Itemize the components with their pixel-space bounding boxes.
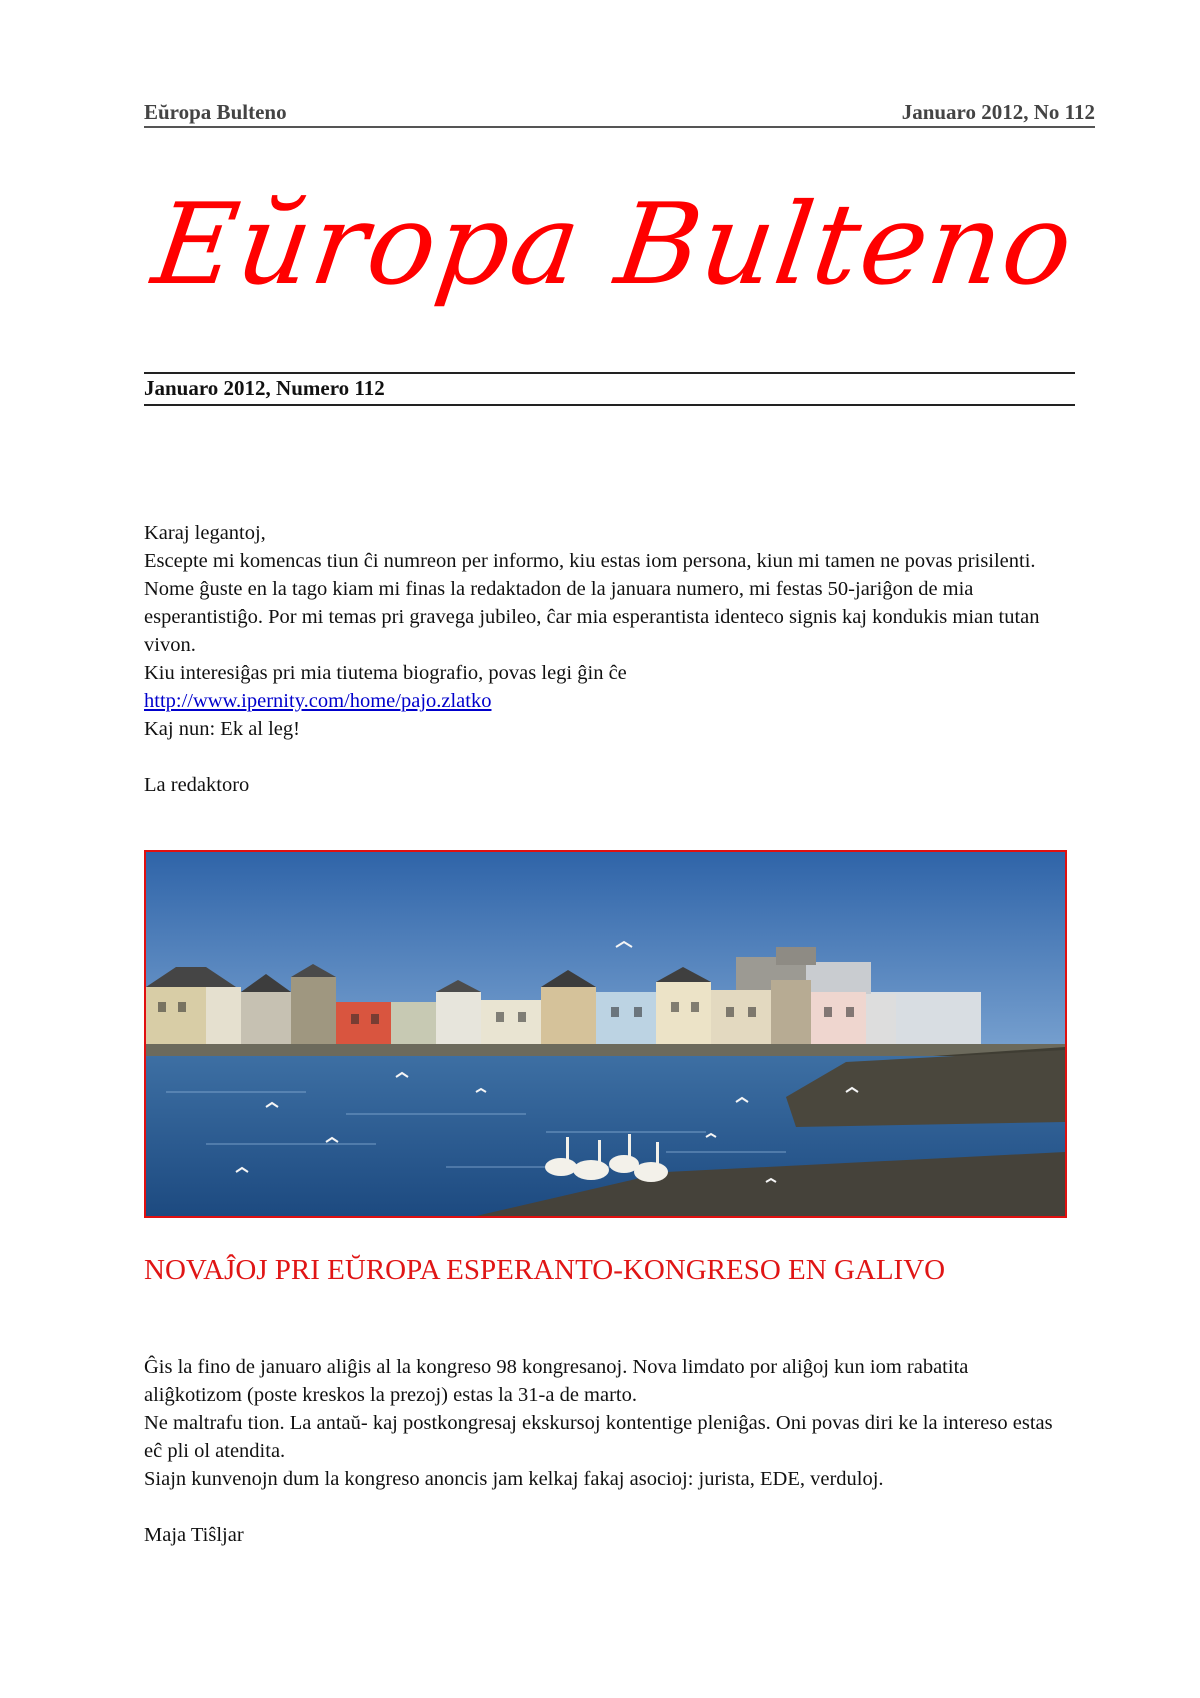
editorial-signature: La redaktoro bbox=[144, 774, 250, 796]
editorial-body: Escepte mi komencas tiun ĉi numreon per informo, kiu estas iom persona, kiun mi tamen ne povas prisilenti. Nome ĝuste en la tago kiam mi finas la redaktadon de la januara numero, mi festas 50-jariĝon de mia esperantistiĝo. Por mi temas pri gravega jubileo, ĉar mia esperantista identeco signis kaj kondukis mian tutan vivon. bbox=[144, 550, 1040, 656]
harbor-photo-illustration bbox=[146, 852, 1065, 1216]
article-paragraph: Siajn kunvenojn dum la kongreso anoncis jam kelkaj fakaj asocioj: jurista, EDE, verduloj. bbox=[144, 1468, 884, 1490]
header-publication-name: Eŭropa Bulteno bbox=[144, 100, 287, 124]
masthead-title: Eŭropa Bulteno bbox=[145, 180, 1083, 310]
article-paragraph: Ne maltrafu tion. La antaŭ- kaj postkongresaj ekskursoj kontentige pleniĝas. Oni povas diri ke la intereso estas eĉ pli ol atendita. bbox=[144, 1412, 1053, 1462]
editorial-greeting: Karaj legantoj, bbox=[144, 522, 266, 544]
header-issue-info: Januaro 2012, No 112 bbox=[901, 100, 1095, 124]
editorial-closing: Kaj nun: Ek al leg! bbox=[144, 718, 300, 740]
running-header bbox=[144, 100, 1095, 128]
issue-line: Januaro 2012, Numero 112 bbox=[144, 372, 1075, 406]
harbor-photo bbox=[144, 850, 1067, 1218]
article-heading: NOVAĴOJ PRI EŬROPA ESPERANTO-KONGRESO EN GALIVO bbox=[144, 1254, 946, 1286]
article-author: Maja Tiŝljar bbox=[144, 1524, 244, 1546]
biography-link[interactable]: http://www.ipernity.com/home/pajo.zlatko bbox=[144, 690, 492, 712]
article-paragraph: Ĝis la fino de januaro aliĝis al la kongreso 98 kongresanoj. Nova limdato por aliĝoj kun iom rabatita aliĝkotizom (poste kreskos la prezoj) estas la 31-a de marto. bbox=[144, 1356, 969, 1406]
editorial-interest: Kiu interesiĝas pri mia tiutema biografio, povas legi ĝin ĉe bbox=[144, 662, 627, 684]
article-body bbox=[144, 1353, 1069, 1549]
editorial bbox=[144, 519, 1069, 799]
